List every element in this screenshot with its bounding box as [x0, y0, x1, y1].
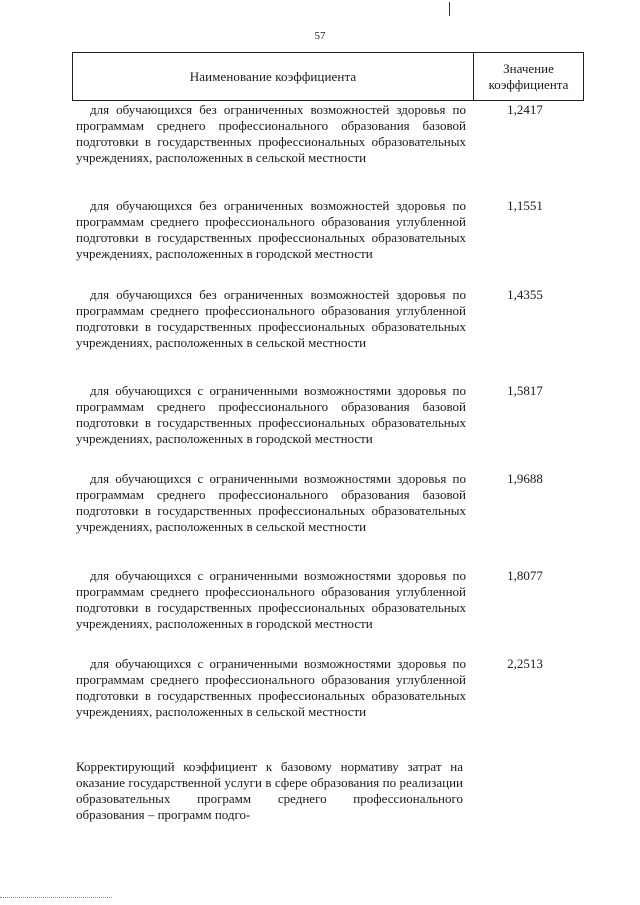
table-row [72, 102, 584, 166]
row-text: для обучающихся без ограниченных возможностей здоровья по программам среднего профессионального образования базовой подготовки в государственных профессиональных образовательных учреждениях, расположенных в сельской местности [76, 102, 466, 165]
header-value-label: Значение коэффициента [488, 61, 569, 92]
page-number: 57 [314, 30, 326, 42]
footer-scan-line [0, 897, 112, 898]
coefficient-table [72, 52, 584, 719]
scan-mark [449, 2, 450, 16]
row-value: 1,1551 [507, 198, 543, 213]
row-text: для обучающихся с ограниченными возможностями здоровья по программам среднего профессионального образования углубленной подготовки в государственных профессиональных образовательных учреждениях, расположенных в сельской местности [76, 656, 466, 719]
header-name-cell: Наименование коэффициента [189, 68, 357, 84]
row-text: для обучающихся с ограниченными возможностями здоровья по программам среднего профессионального образования базовой подготовки в государственных профессиональных образовательных учреждениях, расположенных в сельской местности [76, 471, 466, 534]
table-row [72, 383, 584, 447]
table-row [72, 287, 584, 351]
body-paragraph: Корректирующий коэффициент к базовому нормативу затрат на оказание государственной услуги в сфере образования по реализации образовательных программ среднего профессионального образования – программ подго- [76, 759, 463, 822]
row-text: для обучающихся без ограниченных возможностей здоровья по программам среднего профессионального образования углубленной подготовки в государственных профессиональных образовательных учреждениях, расположенных в сельской местности [76, 287, 466, 350]
table-header [72, 53, 584, 101]
row-value: 1,2417 [507, 102, 543, 117]
table-row [72, 656, 584, 720]
row-value: 1,9688 [507, 471, 543, 486]
table-row [72, 471, 584, 535]
header-value-cell [473, 53, 583, 100]
row-text: для обучающихся с ограниченными возможностями здоровья по программам среднего профессионального образования базовой подготовки в государственных профессиональных образовательных учреждениях, расположенных в городской местности [76, 383, 466, 446]
table-row [72, 568, 584, 632]
row-value: 1,5817 [507, 383, 543, 398]
row-text: для обучающихся с ограниченными возможностями здоровья по программам среднего профессионального образования углубленной подготовки в государственных профессиональных образовательных учреждениях, расположенных в городской местности [76, 568, 466, 631]
table-row [72, 198, 584, 262]
row-value: 2,2513 [507, 656, 543, 671]
row-text: для обучающихся без ограниченных возможностей здоровья по программам среднего профессионального образования углубленной подготовки в государственных профессиональных образовательных учреждениях, расположенных в городской местности [76, 198, 466, 261]
row-value: 1,4355 [507, 287, 543, 302]
row-value: 1,8077 [507, 568, 543, 583]
